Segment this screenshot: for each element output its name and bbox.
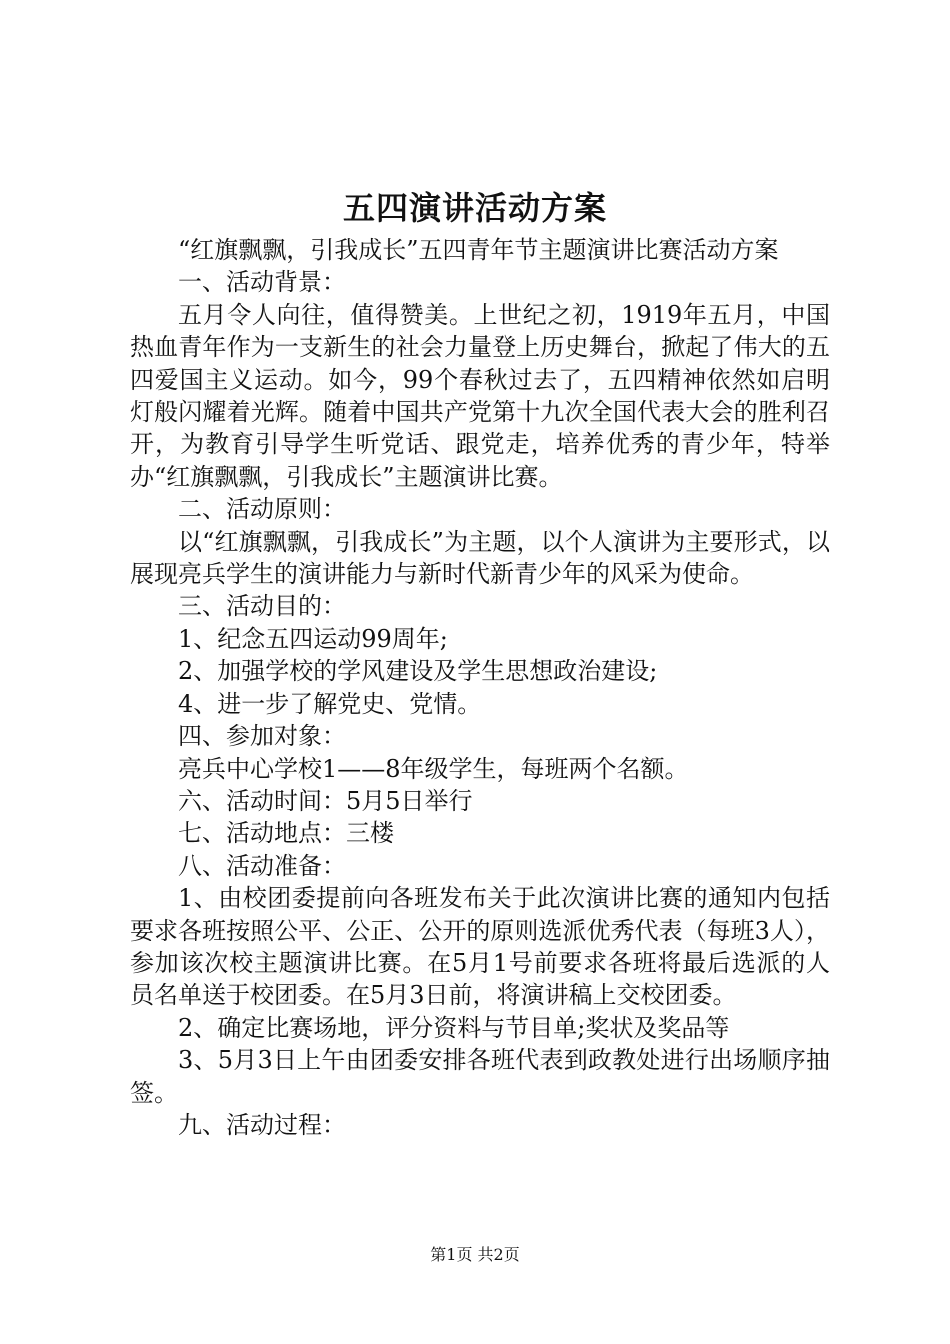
paragraph-background: 五月令人向往，值得赞美。上世纪之初，1919年五月，中国热血青年作为一支新生的社会力量登上历史舞台，掀起了伟大的五四爱国主义运动。如今，99个春秋过去了，五四精神依然如启明灯般闪耀着光辉。随着中国共产党第十九次全国代表大会的胜利召开，为教育引导学生听党话、跟党走，培养优秀的青少年，特举办“红旗飘飘，引我成长”主题演讲比赛。 <box>130 300 830 491</box>
list-item-preparation-2: 2、确定比赛场地，评分资料与节目单;奖状及奖品等 <box>178 1013 730 1042</box>
heading-location: 七、活动地点：三楼 <box>178 819 394 848</box>
list-item-preparation-1: 1、由校团委提前向各班发布关于此次演讲比赛的通知内包括要求各班按照公平、公正、公开的原则选派优秀代表（每班3人），参加该次校主题演讲比赛。在5月1号前要求各班将最后选派的人员名单送于校团委。在5月3日前，将演讲稿上交校团委。 <box>130 884 830 1010</box>
list-item-purpose-4: 4、进一步了解党史、党情。 <box>178 689 482 718</box>
paragraph-principle: 以“红旗飘飘，引我成长”为主题，以个人演讲为主要形式，以展现亮兵学生的演讲能力与新时代新青少年的风采为使命。 <box>130 527 830 589</box>
list-item-purpose-2: 2、加强学校的学风建设及学生思想政治建设; <box>178 657 658 686</box>
heading-purpose: 三、活动目的： <box>178 592 346 621</box>
heading-background: 一、活动背景： <box>178 268 346 297</box>
list-item-preparation-3: 3、5月3日上午由团委安排各班代表到政教处进行出场顺序抽签。 <box>130 1046 830 1107</box>
heading-preparation: 八、活动准备： <box>178 851 346 880</box>
page-number-footer: 第1页 共2页 <box>430 1245 520 1264</box>
heading-process: 九、活动过程： <box>178 1110 346 1139</box>
heading-participants: 四、参加对象： <box>178 722 346 751</box>
heading-principle: 二、活动原则： <box>178 495 346 524</box>
heading-time: 六、活动时间：5月5日举行 <box>178 786 473 815</box>
list-item-purpose-1: 1、纪念五四运动99周年; <box>178 624 448 653</box>
paragraph-subtitle: “红旗飘飘，引我成长”五四青年节主题演讲比赛活动方案 <box>178 236 779 264</box>
document-title: 五四演讲活动方案 <box>342 189 607 227</box>
document-body <box>130 234 830 1141</box>
paragraph-participants: 亮兵中心学校1——8年级学生，每班两个名额。 <box>178 754 689 783</box>
